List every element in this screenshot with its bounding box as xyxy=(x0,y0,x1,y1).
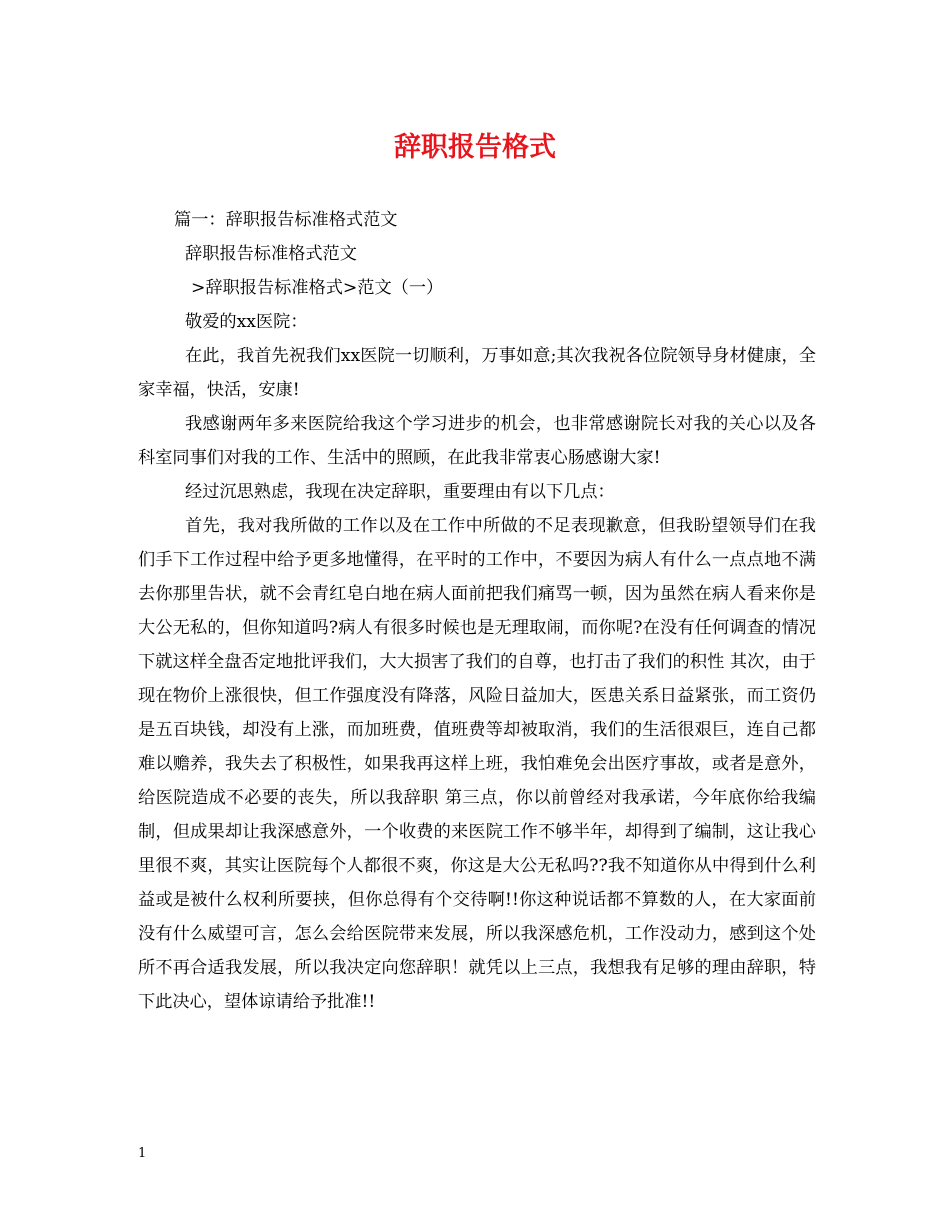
document-body xyxy=(138,203,816,1019)
section-heading: 篇一：辞职报告标准格式范文 xyxy=(174,210,398,230)
body-paragraph-reasons: 首先，我对我所做的工作以及在工作中所做的不足表现歉意，但我盼望领导们在我们手下工作过程中给予更多地懂得，在平时的工作中，不要因为病人有什么一点点地不满去你那里告状，就不会青红皂白地在病人面前把我们痛骂一顿，因为虽然在病人看来你是大公无私的，但你知道吗?病人有很多时候也是无理取闹，而你呢?在没有任何调查的情况下就这样全盘否定地批评我们，大大损害了我们的自尊，也打击了我们的积性 其次，由于现在物价上涨很快，但工作强度没有降落，风险日益加大，医患关系日益紧张，而工资仍是五百块钱，却没有上涨，而加班费，值班费等却被取消，我们的生活很艰巨，连自己都难以赡养，我失去了积极性，如果我再这样上班，我怕难免会出医疗事故，或者是意外，给医院造成不必要的丧失，所以我辞职 第三点，你以前曾经对我承诺，今年底你给我编制，但成果却让我深感意外，一个收费的来医院工作不够半年，却得到了编制，这让我心里很不爽，其实让医院每个人都很不爽，你这是大公无私吗??我不知道你从中得到什么利益或是被什么权利所要挟，但你总得有个交待啊!!你这种说话都不算数的人，在大家面前没有什么威望可言，怎么会给医院带来发展，所以我深感危机，工作没动力，感到这个处所不再合适我发展，所以我决定向您辞职！就凭以上三点，我想我有足够的理由辞职，特下此决心，望体谅请给予批准!! xyxy=(138,516,816,1012)
sub-heading: 辞职报告标准格式范文 xyxy=(185,244,357,264)
body-paragraph-greeting: 在此，我首先祝我们xx医院一切顺利，万事如意;其次我祝各位院领导身材健康，全家幸福，快活，安康! xyxy=(138,346,816,400)
salutation: 敬爱的xx医院： xyxy=(185,312,308,332)
breadcrumb-line: >辞职报告标准格式>范文（一） xyxy=(191,278,444,298)
body-paragraph-decision: 经过沉思熟虑，我现在决定辞职，重要理由有以下几点： xyxy=(185,482,615,502)
body-paragraph-thanks: 我感谢两年多来医院给我这个学习进步的机会，也非常感谢院长对我的关心以及各科室同事们对我的工作、生活中的照顾，在此我非常衷心肠感谢大家! xyxy=(138,414,816,468)
document-title: 辞职报告格式 xyxy=(394,132,556,163)
page-number: 1 xyxy=(138,1146,147,1161)
